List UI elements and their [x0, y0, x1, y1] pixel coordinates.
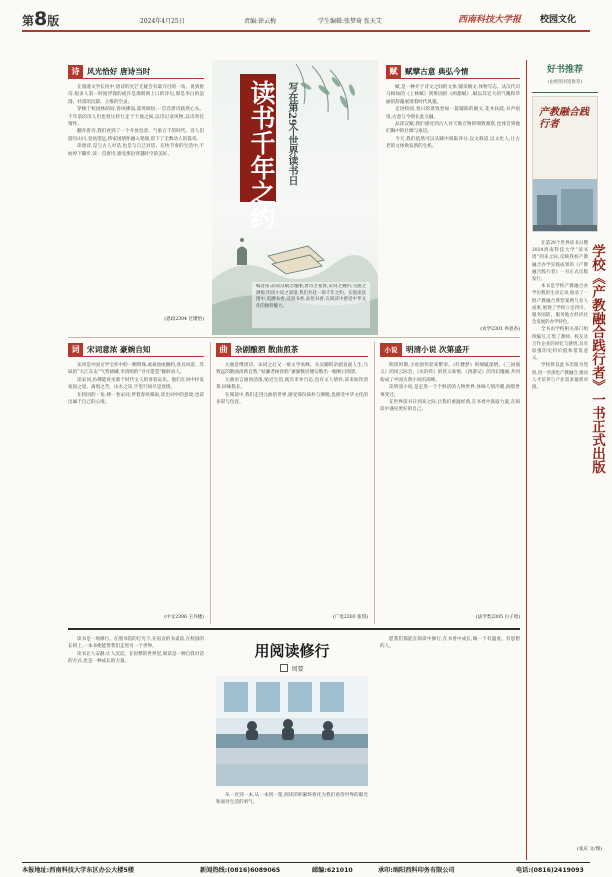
article-body-fu: 赋,是一种介于诗文之间的文体,铺采摛文,体物写志。从汉代司马相如的《上林赋》到班固的《两都赋》,赋以其宏大的气魄和华丽的辞藻展现着时代风貌。 走进校园,春日的景致恰如一篇铺陈的赋文,花木扶疏,书声琅琅,古意与今情在此交融。 品读汉赋,我们感受到古人对天地万物的细致观察,也体会到他们胸中的壮阔与豪迈。 今天,我们依然可以从赋中汲取养分,以文载道,以文化人,让古老的文体焕发新的生机。: [386, 85, 520, 150]
student-editor-credit: 学生编辑:张梦琦 张天艾: [318, 18, 382, 25]
bottom-article-col1: 读书是一场修行。在图书馆的灯光下,在宿舍的书桌前,在校园的长椅上,一本书便能带我们走进另一个世界。 读书让人安静,让人沉淀。在纷繁的世界里,阅读是一种自我对话的方式,也是一种成长的力量。: [68, 637, 204, 665]
footer-print-phone: 电话:(0816)2419093: [516, 867, 584, 874]
sidebar-label-title: 好书推荐: [546, 65, 583, 75]
footer-rule: [22, 862, 590, 863]
library-scene-illustration: [216, 676, 368, 786]
sidebar-headline: 学校《产教融合践行者》一书正式出版: [589, 244, 605, 474]
section-head-ci: [68, 342, 204, 356]
author-box: [280, 664, 288, 672]
feature-vertical-title: 读书千年之约: [247, 80, 276, 230]
sidebar-author: (张庆 文/图): [577, 847, 602, 852]
column-divider: [374, 342, 375, 624]
article-author: (农学2301 冉思杏): [480, 327, 520, 332]
section-name: 校园文化: [540, 15, 577, 25]
section-title: 风光恰好 唐诗当时: [87, 66, 151, 76]
editor-credit: 责编:徐云梅: [244, 18, 277, 25]
book-cover-title: 产教融合践行者: [539, 107, 589, 130]
article-author: (中文2306 王丹楼): [164, 615, 204, 620]
feature-subtitle: 写在第29个世界读书日: [286, 82, 297, 186]
section-title: 明清小说 次第盛开: [406, 344, 470, 354]
section-tag: 小说: [380, 343, 402, 356]
sidebar-body-col1: 在第29个世界读书日暨2024西南科技大学“读书周”到来之际,反映我校产教融合办学实践成果的《产教融合践行者》一书正式出版发行。 本书是学校产教融合办学历程的生动记录,收录了一批产教融合典型案例与育人成果,展现了学校立足四川、服务国防、服务地方经济社会发展的办学特色。 全书由学校相关部门组织编写,汇集了教师、校友及合作企业的回忆与感悟,具有较强的史料价值和借鉴意义。 学校将以此书出版为契机,进一步深化产教融合,推动人才培养与产业需求紧密对接。: [532, 241, 588, 391]
section-head-xiaoshuo: [380, 342, 520, 356]
bottom-article-author: 周要: [216, 664, 368, 673]
sidebar-divider: [526, 60, 527, 860]
article-body-ci: 宋词是中国文学宝库中的一颗明珠,或豪放或婉约,各具风姿。苏轼的“大江东去”气势磅礴,李清照的“寻寻觅觅”婉转动人。 读宋词,仿佛能看见那个时代文人的喜怒哀乐。他们在词中抒发家国之思、离别之苦、山水之乐,字里行间尽是真情。 在校园的一角,捧一卷宋词,伴着春风细雨,读出词中的意境,也读出属于自己的心境。: [68, 363, 204, 406]
article-body-shi: 在漫漫文学长河中,唐诗的光芒无疑会有最夺目的一角。说到唐诗,很多人第一时间浮现的或许是那朗朗上口的诗句,那是李白的浪漫、杜甫的沉郁、王维的空灵。 穿梭于校园林荫间,春风拂面,落英缤纷,一首首唐诗跃然心头。千年前的诗人们也曾这样行走于天地之间,以诗记录风物,以诗寄托情怀。 翻开唐诗,我们看到了一个开放包容、气象万千的时代。诗人们游历山川,登高望远,将家国情怀融入笔端,留下了无数动人的篇章。 读唐诗,是与古人对话,也是与自己对话。在快节奏的生活中,不妨停下脚步,读一首唐诗,感受那份穿越时空的美好。: [68, 85, 204, 157]
bottom-article-col2: 从一页到一本,从一本到一架,阅读的积累终将化为我们看待世界的眼光和面对生活的勇气。: [216, 793, 368, 806]
bottom-article-title: 用阅读修行: [254, 642, 330, 660]
article-body-qu: 元曲是继唐诗、宋词之后又一座文学高峰。关汉卿的杂剧直面人生,马致远的散曲清新自然,“枯藤老树昏鸦”寥寥数语便勾勒出一幅秋日图景。 元曲语言通俗活泼,贴近生活,既有市井百态,也有文人情怀,读来如饮清茶,回味悠长。 在阅读中,我们走进元曲的世界,感受那份质朴与洒脱,也感受中华文化的多彩与包容。: [216, 363, 368, 406]
section-title: 赋擘古意 典弘今情: [405, 66, 469, 76]
section-head-fu: [386, 64, 520, 78]
section-tag: 诗: [68, 65, 83, 78]
article-body-xiaoshuo: 明清时期,小说创作迎来繁荣。《红楼梦》的细腻深情、《三国演义》的风云际会、《水浒传》的侠义豪情、《西游记》的奇幻瑰丽,共同构成了中国古典小说的高峰。 读明清小说,是走进一个个鲜活的人物世界,体味人情冷暖,洞察世事变迁。 在世界读书日到来之际,让我们重温经典,在书香中汲取力量,在阅读中遇见更好的自己。: [380, 363, 520, 413]
section-head-shi: [68, 64, 204, 78]
issue-date: 2024年4月25日: [140, 18, 185, 25]
section-tag: 曲: [216, 343, 231, 356]
article-author: (恩政2304 过瑾怡): [164, 317, 204, 322]
footer-postcode: 邮编:621010: [312, 867, 353, 874]
book-cover: [532, 96, 598, 232]
editor-note: 编者按:品读汉赋之瑰丽,唐诗之豪放,宋词之婉约,元曲之洒脱,明清小说之深邃,我们共赴一场千年之约。在悦读氛围中,追溯书香,浸润书香,品悟书香,在阅读中感受中华文化的独特魅力。: [252, 282, 370, 328]
footer-printer: 承印:绵阳西科印务有限公司: [378, 867, 455, 874]
sidebar-label: [532, 62, 598, 93]
page-number: 第8版: [22, 8, 60, 30]
section-title: 杂剧酿酒 散曲煎茶: [235, 344, 299, 354]
section-title: 宋词意浓 豪婉自知: [87, 344, 151, 354]
header-rule: [22, 30, 590, 32]
feature-banner: [212, 60, 378, 335]
section-tag: 赋: [386, 65, 401, 78]
book-cover-photo: [533, 179, 598, 232]
footer-address: 本报地址:西南科技大学东区办公大楼5楼: [22, 867, 134, 874]
article-author: (广电2303 张琪): [332, 615, 368, 620]
bottom-article-col3: 愿我们都能在阅读中修行,在书香中成长,做一个有温度、有思想的人。: [380, 637, 520, 650]
section-head-qu: [216, 342, 368, 356]
column-divider: [210, 342, 211, 624]
page-header: [0, 0, 612, 42]
article-author: (法学类2305 白子琦): [475, 615, 520, 620]
footer: [22, 864, 602, 876]
footer-news-phone: 新闻热线:(0816)6089065: [200, 867, 281, 874]
masthead-brand: 西南科技大学报: [458, 15, 522, 25]
library-photo: [216, 676, 368, 786]
sidebar-label-sub: (由校图书馆推荐): [547, 80, 583, 85]
section-divider: [68, 337, 520, 338]
section-tag: 词: [68, 343, 83, 356]
bottom-divider: [68, 628, 520, 630]
